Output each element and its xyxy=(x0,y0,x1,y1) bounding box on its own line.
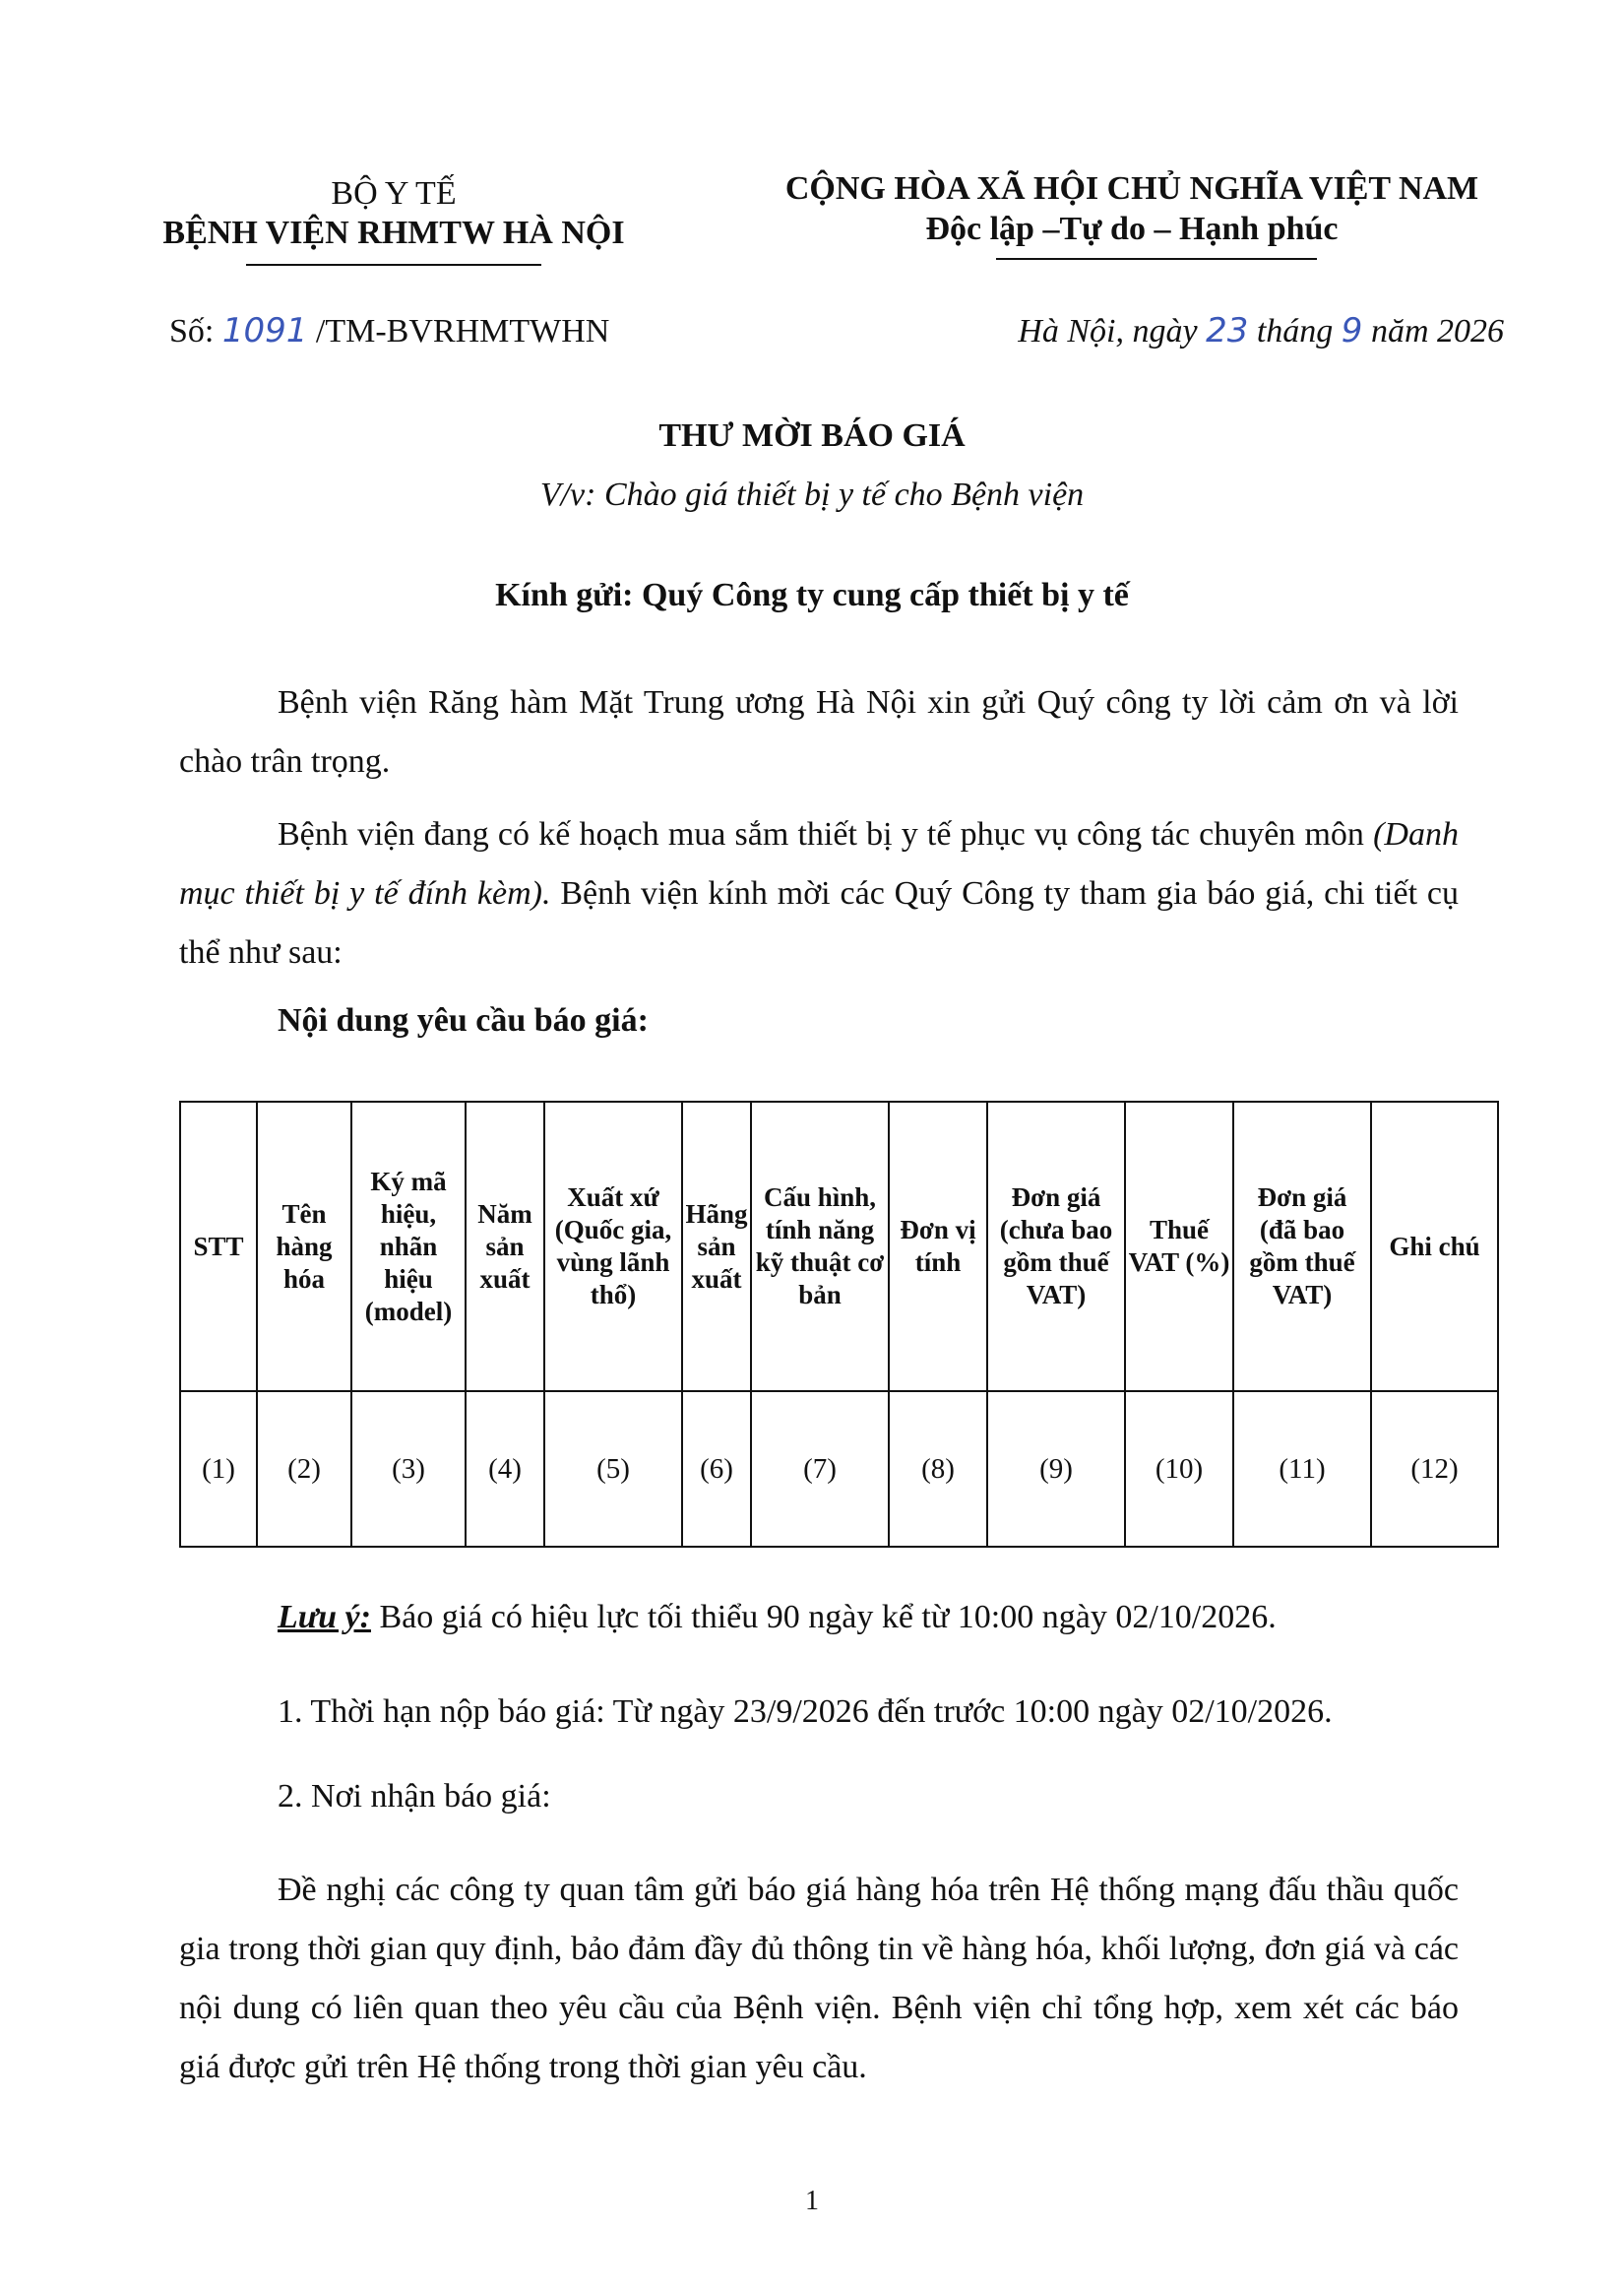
quotation-table xyxy=(179,1101,1499,1548)
paragraph-invitation-start: Bệnh viện đang có kế hoạch mua sắm thiết bị y tế phục vụ công tác chuyên môn xyxy=(278,816,1374,853)
handwritten-month: 9 xyxy=(1341,311,1363,350)
table-cell: (4) xyxy=(466,1391,544,1547)
national-motto: Độc lập –Tự do – Hạnh phúc xyxy=(925,211,1339,247)
header-nam-san-xuat: Năm sản xuất xyxy=(466,1102,544,1391)
month-label: tháng xyxy=(1256,313,1334,350)
table-cell: (8) xyxy=(889,1391,987,1547)
ministry-name: BỘ Y TẾ xyxy=(331,175,457,212)
paragraph-greeting: Bệnh viện Răng hàm Mặt Trung ương Hà Nội xin gửi Quý công ty lời cảm ơn và lời chào trân trọng. xyxy=(179,684,1459,780)
luu-y-text: Báo giá có hiệu lực tối thiểu 90 ngày kể từ 10:00 ngày 02/10/2026. xyxy=(370,1599,1277,1635)
header-ky-ma-hieu: Ký mã hiệu, nhãn hiệu (model) xyxy=(351,1102,466,1391)
table-cell: (9) xyxy=(987,1391,1125,1547)
so-suffix: /TM-BVRHMTWHN xyxy=(315,313,610,350)
country-name: CỘNG HÒA XÃ HỘI CHỦ NGHĨA VIỆT NAM xyxy=(784,170,1479,207)
document-subject: V/v: Chào giá thiết bị y tế cho Bệnh viện xyxy=(539,477,1085,513)
table-cell: (11) xyxy=(1233,1391,1371,1547)
page-number: 1 xyxy=(805,2186,819,2216)
header-don-gia-da-vat: Đơn giá (đã bao gồm thuế VAT) xyxy=(1233,1102,1371,1391)
recipient-line: Kính gửi: Quý Công ty cung cấp thiết bị y tế xyxy=(495,577,1129,613)
paragraph-submission: Đề nghị các công ty quan tâm gửi báo giá hàng hóa trên Hệ thống mạng đấu thầu quốc gia trong thời gian quy định, bảo đảm đầy đủ thông tin về hàng hóa, khối lượng, đơn giá và các nội dung có liên quan theo yêu cầu của Bệnh viện. Bệnh viện chỉ tổng hợp, xem xét các báo giá được gửi trên Hệ thống trong thời gian yêu cầu. xyxy=(179,1872,1459,2085)
header-don-vi-tinh: Đơn vị tính xyxy=(889,1102,987,1391)
attachment-note: (Danh mục thiết bị y tế đính kèm). xyxy=(179,816,1459,912)
hospital-underline xyxy=(246,264,541,266)
hospital-name: BỆNH VIỆN RHMTW HÀ NỘI xyxy=(162,215,625,251)
document-title: THƯ MỜI BÁO GIÁ xyxy=(658,417,966,454)
paragraph-invitation-end: Bệnh viện kính mời các Quý Công ty tham gia báo giá, chi tiết cụ thể như sau: xyxy=(179,875,1460,971)
header-xuat-xu: Xuất xứ (Quốc gia, vùng lãnh thổ) xyxy=(544,1102,682,1391)
handwritten-number: 1091 xyxy=(221,311,308,350)
table-cell: (12) xyxy=(1371,1391,1498,1547)
table-cell: (7) xyxy=(751,1391,889,1547)
handwritten-day: 23 xyxy=(1206,311,1249,350)
header-ten-hang-hoa: Tên hàng hóa xyxy=(257,1102,351,1391)
header-stt: STT xyxy=(180,1102,257,1391)
year-text: năm 2026 xyxy=(1370,313,1504,350)
header-thue-vat: Thuế VAT (%) xyxy=(1125,1102,1233,1391)
receipt-place-item: 2. Nơi nhận báo giá: xyxy=(278,1778,551,1814)
paragraph-invitation xyxy=(179,805,1459,983)
table-cell: (6) xyxy=(682,1391,751,1547)
deadline-item: 1. Thời hạn nộp báo giá: Từ ngày 23/9/2026 đến trước 10:00 ngày 02/10/2026. xyxy=(278,1693,1333,1730)
place-date xyxy=(1018,311,1504,350)
header-don-gia-chua-vat: Đơn giá (chưa bao gồm thuế VAT) xyxy=(987,1102,1125,1391)
header-cau-hinh: Cấu hình, tính năng kỹ thuật cơ bản xyxy=(751,1102,889,1391)
header-ghi-chu: Ghi chú xyxy=(1371,1102,1498,1391)
motto-underline xyxy=(996,258,1317,260)
table-row xyxy=(180,1391,1498,1547)
table-cell: (5) xyxy=(544,1391,682,1547)
so-label: Số: xyxy=(169,313,215,350)
table-header-row xyxy=(180,1102,1498,1391)
document-number xyxy=(169,311,609,350)
validity-note xyxy=(278,1599,1277,1636)
luu-y-label: Lưu ý: xyxy=(278,1599,371,1635)
table-cell: (10) xyxy=(1125,1391,1233,1547)
section-heading: Nội dung yêu cầu báo giá: xyxy=(278,1002,649,1039)
table-cell: (3) xyxy=(351,1391,466,1547)
table-cell: (2) xyxy=(257,1391,351,1547)
table-cell: (1) xyxy=(180,1391,257,1547)
header-hang-san-xuat: Hãng sản xuất xyxy=(682,1102,751,1391)
place-date-prefix: Hà Nội, ngày xyxy=(1018,313,1198,350)
